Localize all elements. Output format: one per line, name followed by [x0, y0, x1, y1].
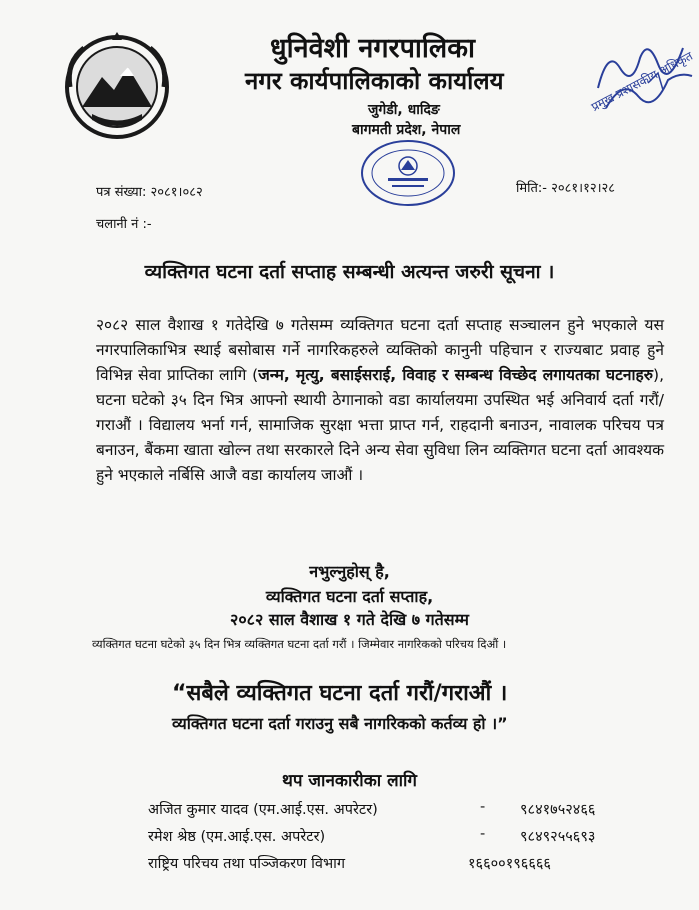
contact-number: १६६००१९६६६६: [468, 856, 551, 872]
contact-name: अजित कुमार यादव (एम.आई.एस. अपरेटर): [148, 802, 378, 818]
notice-body-part-2: ), घटना घटेको ३५ दिन भित्र आफ्नो स्थायी ठेगानाको वडा कार्यालयमा उपस्थित भई अनिवार्य दर्ता गरौं/गराऔं । विद्यालय भर्ना गर्न, सामाजिक सुरक्षा भत्ता प्राप्त गर्न, राहदानी बनाउन, नावालक परिचय पत्र बनाउन, बैंकमा खाता खोल्न तथा सरकारले दिने अन्य सेवा सुविधा लिन व्यक्तिगत घटना दर्ता आवश्यक हुने भएकाले नर्बिसि आजै वडा कार्यालय जाऔं ।: [96, 366, 664, 484]
slogan-line-3: २०८२ साल वैशाख १ गते देखि ७ गतेसम्म: [230, 610, 469, 629]
contact-name: रमेश श्रेष्ठ (एम.आई.एस. अपरेटर): [148, 829, 326, 845]
notice-body-part-1: २०८२ साल वैशाख १ गतेदेखि ७ गतेसम्म व्यक्तिगत घटना दर्ता सप्ताह सञ्चालन हुने भएकाले यस नगरपालिकाभित्र स्थाई बसोबास गर्ने नागरिकहरुले व्यक्तिको कानुनी पहिचान र राज्यबाट प्रवाह हुने विभिन्न सेवा प्राप्तिका लागि (: [96, 316, 664, 384]
nepal-emblem-icon: [62, 32, 172, 142]
contact-number: ९८४१७५२४६६: [520, 802, 596, 818]
location-line-1: जुगेडी, धादिङ: [368, 102, 440, 118]
contact-row: [148, 826, 648, 850]
office-name: नगर कार्यपालिकाको कार्यालय: [245, 67, 504, 95]
org-name: धुनिवेशी नगरपालिका: [270, 33, 475, 64]
reference-number: पत्र संख्या: २०८१।०८२: [96, 185, 203, 200]
slogan-line-1: नभुल्नुहोस् है,: [309, 562, 390, 581]
quote-line-1: “सबैले व्यक्तिगत घटना दर्ता गरौं/गराऔं ।: [172, 681, 508, 706]
location-line-2: बागमती प्रदेश, नेपाल: [352, 122, 461, 138]
contact-dash: -: [480, 826, 486, 842]
contact-number: ९८४९२५५६९३: [520, 829, 596, 845]
quote-line-2: व्यक्तिगत घटना दर्ता गराउनु सबै नागरिकको कर्तव्य हो ।”: [172, 714, 508, 733]
notice-body: [96, 313, 664, 488]
notice-body-bold: जन्म, मृत्यु, बसाईसराई, विवाह र सम्बन्ध विच्छेद लगायतका घटनाहरु: [258, 366, 654, 384]
slogan-note: व्यक्तिगत घटना घटेको ३५ दिन भित्र व्यक्तिगत घटना दर्ता गरौं । जिम्मेवार नागरिकको परिचय दिऔं ।: [92, 637, 507, 651]
dispatch-number: चलानी नं :-: [96, 217, 152, 232]
contacts-heading: थप जानकारीका लागि: [282, 771, 417, 791]
notice-title: व्यक्तिगत घटना दर्ता सप्ताह सम्बन्धी अत्यन्त जरुरी सूचना ।: [144, 261, 555, 283]
contact-row: [148, 799, 648, 823]
contact-name: राष्ट्रिय परिचय तथा पञ्जिकरण विभाग: [148, 856, 346, 872]
contact-row: [148, 853, 648, 877]
contact-dash: -: [480, 799, 486, 815]
signature-title: प्रमुख प्रशासकीय अधिकृत: [588, 48, 695, 115]
slogan-line-2: व्यक्तिगत घटना दर्ता सप्ताह,: [265, 587, 434, 606]
letter-date: मिति:- २०८१।१२।२८: [516, 181, 616, 196]
office-stamp-icon: [358, 138, 458, 208]
